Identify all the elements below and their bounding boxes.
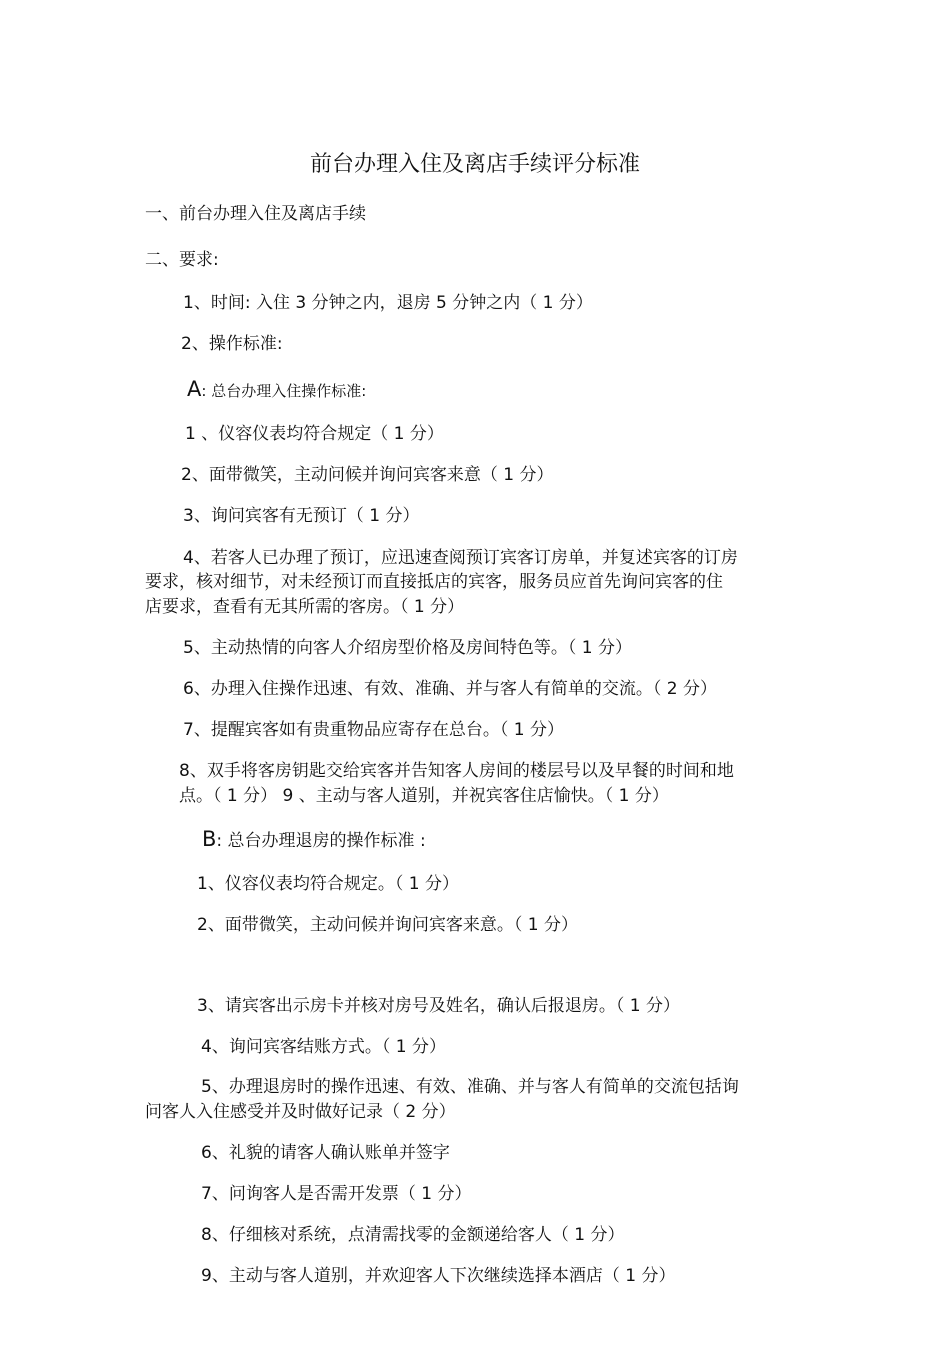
checkout-heading-text: : 总台办理退房的操作标准 : — [216, 831, 426, 851]
checkin-item: 1 、仪容仪表均符合规定（ 1 分） — [185, 424, 444, 444]
checkout-item: 6、礼貌的请客人确认账单并签字 — [201, 1143, 450, 1163]
checkin-heading-text: : 总台办理入住操作标准: — [201, 382, 367, 400]
checkin-item-cont: 点。（ 1 分） 9 、主动与客人道别，并祝宾客住店愉快。（ 1 分） — [179, 786, 669, 806]
checkin-item: 3、询问宾客有无预订（ 1 分） — [183, 506, 420, 526]
checkout-item: 8、仔细核对系统，点清需找零的金额递给客人（ 1 分） — [201, 1225, 625, 1245]
checkin-item: 2、面带微笑，主动问候并询问宾客来意（ 1 分） — [181, 465, 554, 485]
checkin-heading — [187, 376, 366, 404]
checkout-item: 9、主动与客人道别，并欢迎客人下次继续选择本酒店（ 1 分） — [201, 1266, 676, 1286]
checkin-item: 7、提醒宾客如有贵重物品应寄存在总台。（ 1 分） — [183, 720, 564, 740]
checkout-item: 4、询问宾客结账方式。（ 1 分） — [201, 1037, 446, 1057]
checkout-item: 7、问询客人是否需开发票（ 1 分） — [201, 1184, 472, 1204]
checkin-item-cont: 要求，核对细节，对未经预订而直接抵店的宾客，服务员应首先询问宾客的住 — [145, 572, 723, 592]
checkout-item: 5、办理退房时的操作迅速、有效、准确、并与客人有简单的交流包括询 — [201, 1077, 739, 1097]
checkin-item: 6、办理入住操作迅速、有效、准确、并与客人有简单的交流。（ 2 分） — [183, 679, 717, 699]
checkin-item: 5、主动热情的向客人介绍房型价格及房间特色等。（ 1 分） — [183, 638, 632, 658]
requirement-standard: 2、操作标准: — [181, 334, 283, 354]
checkin-item: 8、双手将客房钥匙交给宾客并告知客人房间的楼层号以及早餐的时间和地 — [179, 761, 734, 781]
checkout-heading — [202, 826, 426, 854]
checkout-item: 2、面带微笑，主动问候并询问宾客来意。（ 1 分） — [197, 915, 578, 935]
requirement-time: 1、时间: 入住 3 分钟之内，退房 5 分钟之内（ 1 分） — [183, 293, 593, 313]
checkout-letter: B — [202, 827, 217, 851]
document-title: 前台办理入住及离店手续评分标准 — [309, 152, 640, 177]
checkin-item: 4、若客人已办理了预订，应迅速查阅预订宾客订房单，并复述宾客的订房 — [183, 548, 738, 568]
checkin-item-cont: 店要求，查看有无其所需的客房。（ 1 分） — [145, 597, 465, 617]
checkout-item-cont: 问客人入住感受并及时做好记录（ 2 分） — [145, 1102, 456, 1122]
section-heading-1: 一、前台办理入住及离店手续 — [145, 204, 366, 224]
checkout-item: 1、仪容仪表均符合规定。（ 1 分） — [197, 874, 459, 894]
checkout-item: 3、请宾客出示房卡并核对房号及姓名，确认后报退房。（ 1 分） — [197, 996, 680, 1016]
section-heading-2: 二、要求: — [145, 250, 219, 270]
checkin-letter: A — [187, 377, 202, 401]
